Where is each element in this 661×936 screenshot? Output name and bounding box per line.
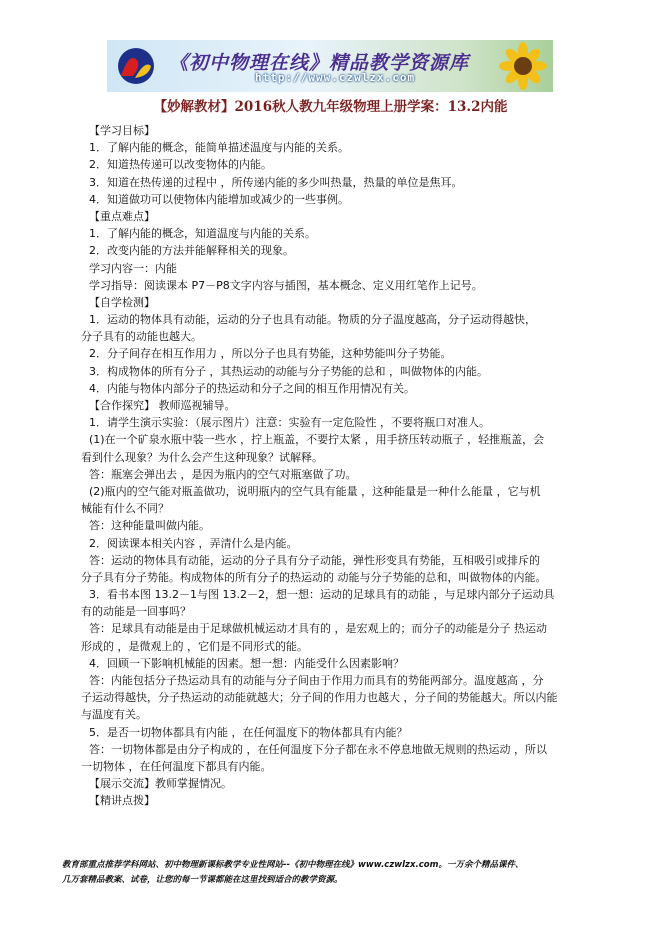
text-line: 2．知道热传递可以改变物体的内能。 bbox=[89, 158, 272, 172]
text-line: 械能有什么不同？ bbox=[81, 502, 169, 516]
text-line: 1．了解内能的概念，知道温度与内能的关系。 bbox=[89, 227, 316, 241]
text-line: 1．请学生演示实验：（展示图片）注意：实验有一定危险性 ，不要将瓶口对准人。 bbox=[89, 416, 490, 430]
site-logo-icon bbox=[115, 46, 157, 86]
text-line: 3．构成物体的所有分子 ，其热运动的动能与分子势能的总和 ，叫做物体的内能。 bbox=[89, 364, 488, 378]
text-line: 答：这种能量叫做内能。 bbox=[89, 519, 210, 533]
text-line: 一切物体 ，在任何温度下都具有内能。 bbox=[81, 759, 272, 773]
text-line: (1)在一个矿泉水瓶中装一些水 ，拧上瓶盖，不要拧太紧 ，用手挤压转动瓶子 ，轻推瓶盖，会 bbox=[89, 433, 545, 447]
text-line: 答：足球具有动能是由于足球做机械运动才具有的 ，是宏观上的；而分子的动能是分子 热运动 bbox=[89, 622, 547, 636]
text-line: (2)瓶内的空气能对瓶盖做功，说明瓶内的空气具有能量 ，这种能量是一种什么能量 ，它与机 bbox=[89, 484, 541, 498]
text-line: 3．看书本图 13.2－1与图 13.2－2，想一想：运动的足球具有的动能 ，与足球内部分子运动具 bbox=[89, 588, 555, 602]
text-line: 答：运动的物体具有动能，运动的分子具有分子动能，弹性形变具有势能，互相吸引或排斥的 bbox=[89, 553, 540, 567]
text-line: 【精讲点拨】 bbox=[89, 794, 155, 808]
text-line: 2．分子间存在相互作用力 ，所以分子也具有势能，这种势能叫分子势能。 bbox=[89, 347, 452, 361]
text-line: 子运动得越快，分子热运动的动能就越大；分子间的作用力也越大 ，分子间的势能越大。所以内能 bbox=[81, 691, 558, 705]
footer-line: 几万套精品教案、试卷，让您的每一节课都能在这里找到适合的教学资源。 bbox=[62, 875, 343, 885]
text-line: 【自学检测】 bbox=[89, 295, 155, 309]
text-line: 4．内能与物体内部分子的热运动和分子之间的相互作用情况有关。 bbox=[89, 381, 415, 395]
text-line: 1．运动的物体具有动能，运动的分子也具有动能。物质的分子温度越高，分子运动得越快， bbox=[89, 313, 536, 327]
text-line: 【合作探究】 教师巡视辅导。 bbox=[89, 399, 236, 412]
text-line: 【展示交流】教师掌握情况。 bbox=[89, 777, 232, 791]
text-line: 2．阅读课本相关内容 ，弄清什么是内能。 bbox=[89, 536, 298, 550]
text-line: 4．知道做功可以使物体内能增加或减少的一些事例。 bbox=[89, 192, 349, 206]
banner-title: 《初中物理在线》精品教学资源库 bbox=[169, 52, 470, 74]
footer bbox=[62, 858, 632, 888]
text-line: 【学习目标】 bbox=[89, 124, 155, 137]
text-line: 答：内能包括分子热运动具有的动能与分子间由于作用力而具有的势能两部分。温度越高 ，分 bbox=[89, 674, 544, 687]
text-line: 与温度有关。 bbox=[81, 708, 147, 722]
text-line: 分子具有的动能也越大。 bbox=[81, 330, 202, 344]
text-line: 5．是否一切物体都具有内能 ，在任何温度下的物体都具有内能？ bbox=[89, 725, 408, 739]
text-line: 1．了解内能的概念，能简单描述温度与内能的关系。 bbox=[89, 141, 349, 155]
text-line: 学习内容一：内能 bbox=[89, 261, 177, 275]
text-line: 看到什么现象？为什么会产生这种现象？试解释。 bbox=[81, 450, 323, 464]
header-banner bbox=[107, 40, 553, 92]
footer-line: 教育部重点推荐学科网站、初中物理新课标教学专业性网站--《初中物理在线》www.czwlzx.com。一万余个精品课件、 bbox=[62, 860, 524, 870]
worksheet-body bbox=[81, 122, 581, 810]
text-line: 学习指导：阅读课本 P7－P8文字内容与插图，基本概念、定义用红笔作上记号。 bbox=[89, 278, 483, 292]
text-line: 3．知道在热传递的过程中 ，所传递内能的多少叫热量，热量的单位是焦耳。 bbox=[89, 175, 463, 189]
text-line: 有的动能是一回事吗？ bbox=[81, 605, 191, 619]
text-line: 答：一切物体都是由分子构成的 ，在任何温度下分子都在永不停息地做无规则的热运动 ，所以 bbox=[89, 742, 547, 756]
text-line: 分子具有分子势能。构成物体的所有分子的热运动的 动能与分子势能的总和，叫做物体的内能。 bbox=[81, 570, 547, 584]
text-line: 2．改变内能的方法并能解释相关的现象。 bbox=[89, 244, 294, 258]
sunflower-icon bbox=[487, 42, 547, 90]
banner-url[interactable]: http://www.czwlzx.com bbox=[255, 71, 416, 84]
text-line: 形成的 ，是微观上的 ，它们是不同形式的能。 bbox=[81, 639, 308, 653]
text-line: 答：瓶塞会弹出去 ，是因为瓶内的空气对瓶塞做了功。 bbox=[89, 467, 357, 481]
text-line: 4．回顾一下影响机械能的因素。想一想：内能受什么因素影响？ bbox=[89, 656, 404, 670]
text-line: 【重点难点】 bbox=[89, 209, 155, 223]
page-title: 【妙解教材】2016秋人教九年级物理上册学案：13.2内能 bbox=[153, 99, 508, 115]
